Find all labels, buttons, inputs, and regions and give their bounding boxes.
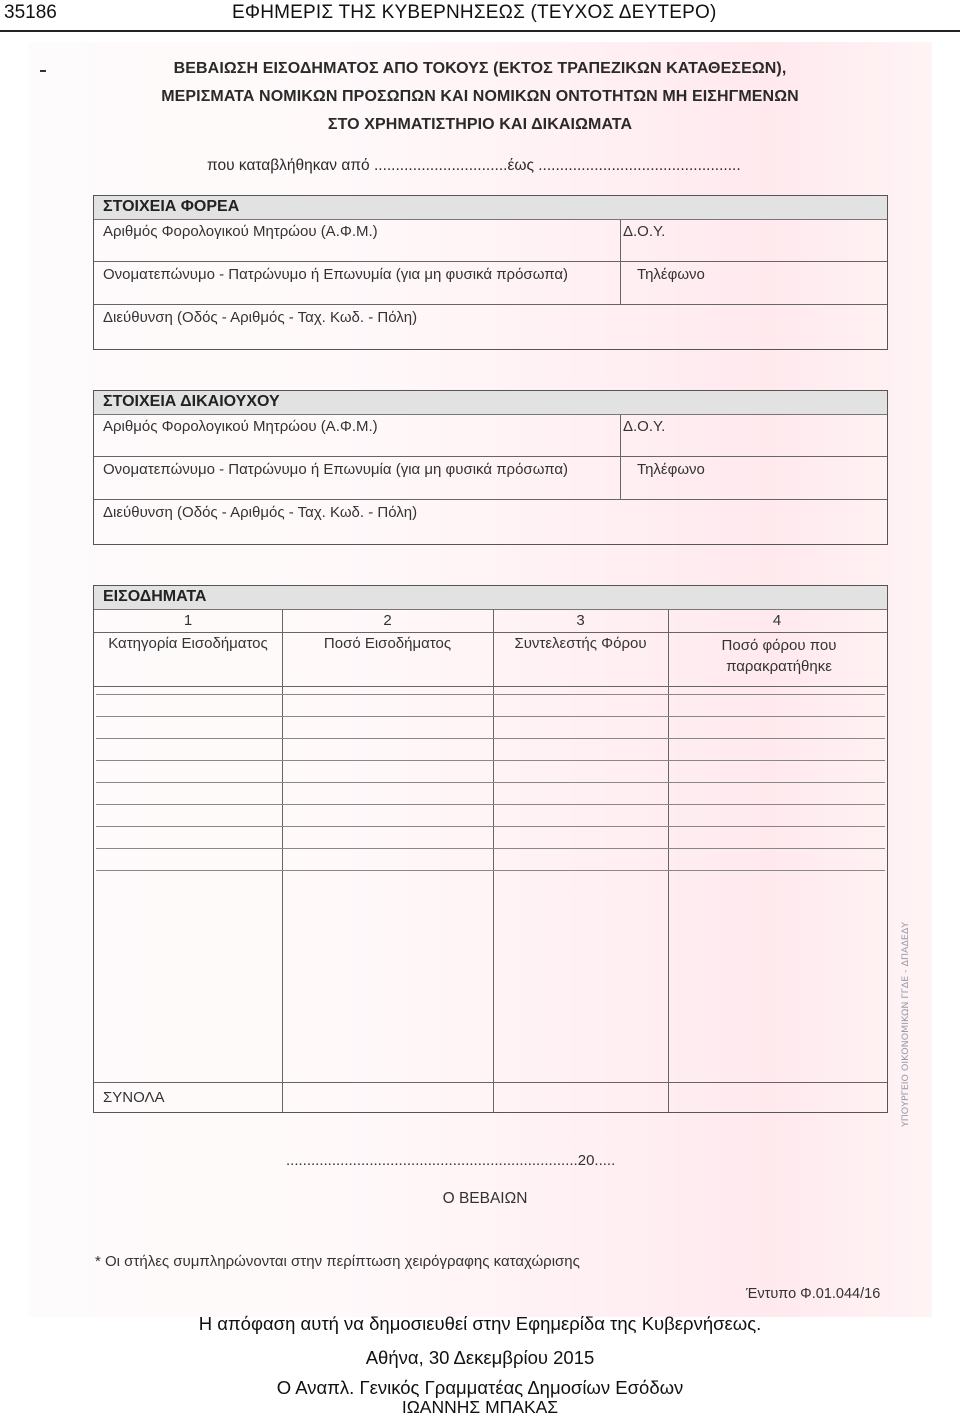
- signatory-title: Ο Αναπλ. Γενικός Γραμματέας Δημοσίων Εσόδων: [276, 1377, 684, 1398]
- column-number-1: 1: [183, 612, 193, 629]
- beneficiary-section: [93, 390, 888, 545]
- table-row: [96, 826, 885, 827]
- column-divider: [668, 610, 669, 1112]
- table-row: [96, 782, 885, 783]
- beneficiary-heading-text: ΣΤΟΙΧΕΙΑ ΔΙΚΑΙΟΥΧΟΥ: [103, 393, 280, 410]
- beneficiary-address-field[interactable]: Διεύθυνση (Οδός - Αριθμός - Ταχ. Κωδ. - Πόλη): [103, 504, 418, 521]
- column-header-income-amount: Ποσό Εισοδήματος: [323, 635, 452, 652]
- footnote: * Οι στήλες συμπληρώνονται στην περίπτωση χειρόγραφης καταχώρισης: [95, 1253, 580, 1270]
- payer-name-field[interactable]: Ονοματεπώνυμο - Πατρώνυμο ή Επωνυμία (για μη φυσικά πρόσωπα): [103, 266, 568, 283]
- column-number-4: 4: [772, 612, 782, 629]
- ministry-stamp: [888, 915, 918, 1130]
- column-number-2: 2: [383, 612, 392, 629]
- table-row: [96, 848, 885, 849]
- form-title-line-2: ΜΕΡΙΣΜΑΤΑ ΝΟΜΙΚΩΝ ΠΡΟΣΩΠΩΝ ΚΑΙ ΝΟΜΙΚΩΝ ΟΝΤΟΤΗΤΩΝ ΜΗ ΕΙΣΗΓΜΕΝΩΝ: [161, 88, 799, 105]
- header-rule: [0, 30, 960, 32]
- column-divider: [282, 610, 283, 1112]
- signatory-name: ΙΩΑΝΝΗΣ ΜΠΑΚΑΣ: [401, 1397, 559, 1417]
- column-header-tax-rate: Συντελεστής Φόρου: [514, 635, 647, 652]
- table-row: [96, 760, 885, 761]
- beneficiary-afm-field[interactable]: Αριθμός Φορολογικού Μητρώου (Α.Φ.Μ.): [103, 418, 378, 435]
- signer-label: Ο ΒΕΒΑΙΩΝ: [442, 1190, 528, 1207]
- payer-phone-field[interactable]: Τηλέφωνο: [637, 266, 705, 283]
- divider: [94, 261, 887, 262]
- payer-doy-field[interactable]: Δ.Ο.Υ.: [623, 223, 666, 240]
- divider: [94, 304, 887, 305]
- payer-address-field[interactable]: Διεύθυνση (Οδός - Αριθμός - Ταχ. Κωδ. - Πόλη): [103, 309, 418, 326]
- column-number-3: 3: [576, 612, 585, 629]
- column-divider: [620, 415, 621, 499]
- table-row: [96, 804, 885, 805]
- table-row: [96, 694, 885, 695]
- beneficiary-phone-field[interactable]: Τηλέφωνο: [637, 461, 705, 478]
- form-title-line-3: ΣΤΟ ΧΡΗΜΑΤΙΣΤΗΡΙΟ ΚΑΙ ΔΙΚΑΙΩΜΑΤΑ: [327, 116, 633, 133]
- income-table: [93, 585, 888, 1113]
- table-row: [96, 716, 885, 717]
- payment-period-line: που καταβλήθηκαν από ...............................έως ...............................................: [207, 157, 741, 174]
- divider: [94, 632, 887, 633]
- column-divider: [620, 220, 621, 304]
- form-code: Έντυπο Φ.01.044/16: [746, 1286, 881, 1302]
- beneficiary-section-heading: [94, 391, 887, 415]
- divider: [94, 686, 887, 687]
- column-header-income-category: Κατηγορία Εισοδήματος: [108, 635, 268, 652]
- column-header-tax-withheld: Ποσό φόρου που παρακρατήθηκε: [721, 637, 837, 675]
- gazette-header: [0, 0, 960, 33]
- payer-section-heading: [94, 196, 887, 220]
- gazette-title: ΕΦΗΜΕΡΙΣ ΤΗΣ ΚΥΒΕΡΝΗΣΕΩΣ (ΤΕΥΧΟΣ ΔΕΥΤΕΡΟ): [232, 2, 717, 23]
- payer-afm-field[interactable]: Αριθμός Φορολογικού Μητρώου (Α.Φ.Μ.): [103, 223, 378, 240]
- income-heading-text: ΕΙΣΟΔΗΜΑΤΑ: [103, 588, 207, 605]
- table-row: [96, 870, 885, 871]
- form-title-line-1: ΒΕΒΑΙΩΣΗ ΕΙΣΟΔΗΜΑΤΟΣ ΑΠΟ ΤΟΚΟΥΣ (ΕΚΤΟΣ ΤΡΑΠΕΖΙΚΩΝ ΚΑΤΑΘΕΣΕΩΝ),: [173, 60, 787, 77]
- beneficiary-doy-field[interactable]: Δ.Ο.Υ.: [623, 418, 666, 435]
- column-divider: [493, 610, 494, 1112]
- place-date: Αθήνα, 30 Δεκεμβρίου 2015: [365, 1347, 595, 1368]
- date-line: ......................................................................20.....: [286, 1152, 616, 1169]
- payer-heading-text: ΣΤΟΙΧΕΙΑ ΦΟΡΕΑ: [103, 198, 240, 215]
- payer-section: [93, 195, 888, 350]
- totals-label: ΣΥΝΟΛΑ: [103, 1089, 165, 1106]
- totals-divider: [94, 1082, 887, 1083]
- income-section-heading: [94, 586, 887, 610]
- divider: [94, 499, 887, 500]
- table-row: [96, 738, 885, 739]
- divider: [94, 456, 887, 457]
- beneficiary-name-field[interactable]: Ονοματεπώνυμο - Πατρώνυμο ή Επωνυμία (για μη φυσικά πρόσωπα): [103, 461, 568, 478]
- stamp-text: ΥΠΟΥΡΓΕΙΟ ΟΙΚΟΝΟΜΙΚΩΝ ΓΓΔΕ - ΔΠΑΔΕΔΥ: [901, 941, 911, 1127]
- publish-line: Η απόφαση αυτή να δημοσιευθεί στην Εφημερίδα της Κυβερνήσεως.: [198, 1313, 762, 1334]
- page-number: 35186: [4, 2, 57, 23]
